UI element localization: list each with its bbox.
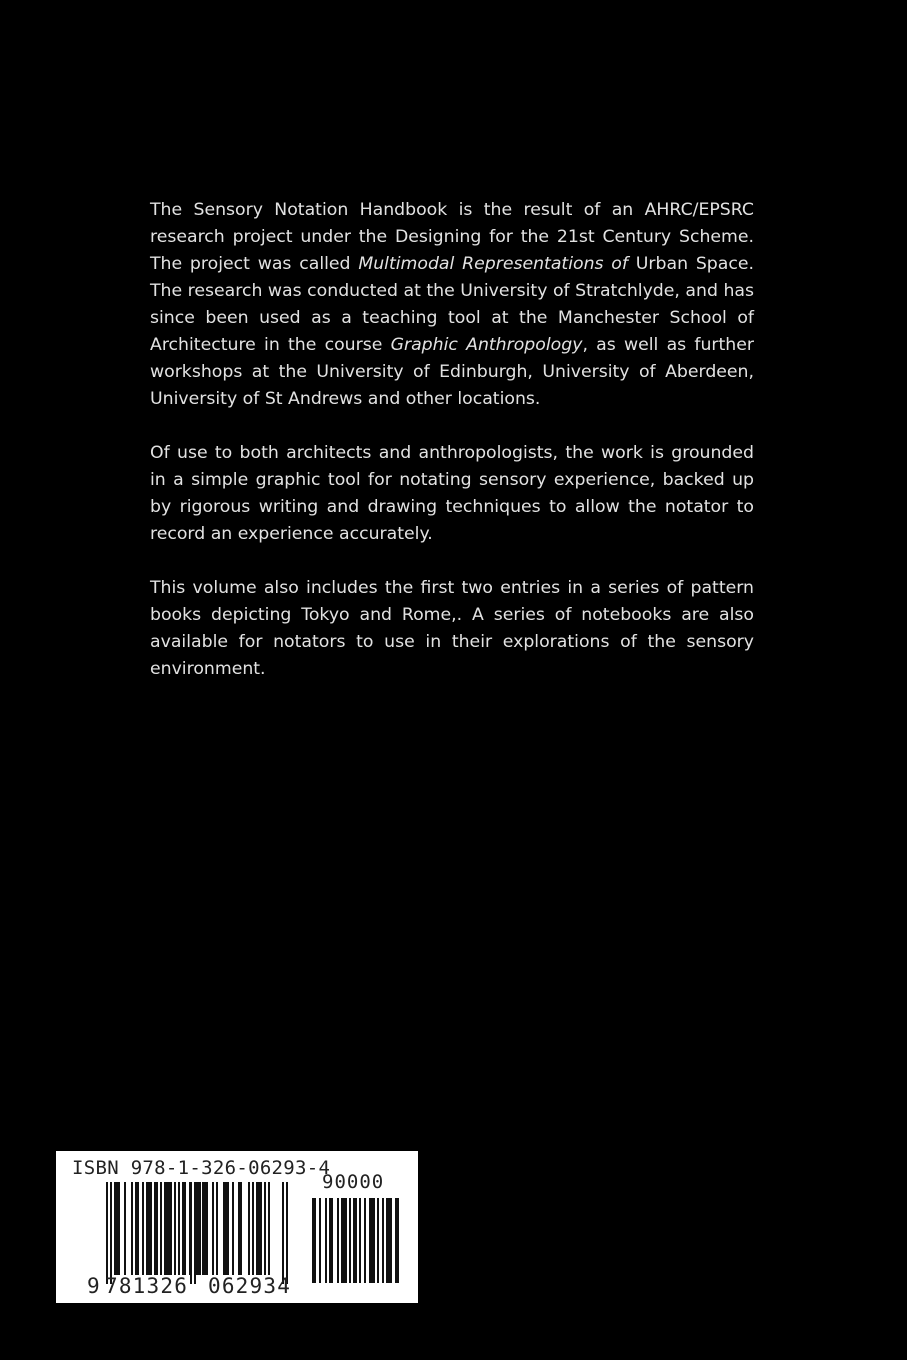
barcode-bar (216, 1182, 218, 1275)
barcode-bar (135, 1182, 139, 1275)
barcode-bar (142, 1182, 144, 1275)
blurb-paragraph (150, 440, 754, 548)
barcode-bar (124, 1182, 126, 1275)
barcode-bar (114, 1182, 120, 1275)
barcode-bar (329, 1198, 333, 1283)
isbn-barcode (56, 1151, 418, 1303)
barcode-bar (369, 1198, 375, 1283)
back-cover-blurb (150, 197, 754, 710)
barcode-bar (131, 1182, 133, 1275)
barcode-bar (198, 1182, 200, 1275)
barcode-bar (223, 1182, 229, 1275)
blurb-text: The Sensory Notation Handbook is the result of an AHRC/EPSRC research project under the Designing for the 21st Century Scheme. The project was called (150, 200, 754, 274)
barcode-bar (353, 1198, 357, 1283)
barcode-bar (286, 1182, 288, 1284)
barcode-bar (212, 1182, 214, 1275)
barcode-bar (377, 1198, 379, 1283)
barcode-digits-right: 062934 (208, 1274, 292, 1298)
barcode-bar (382, 1198, 384, 1283)
barcode-bar (264, 1182, 266, 1275)
barcode-bar (110, 1182, 112, 1284)
blurb-paragraph (150, 197, 754, 413)
barcode-bar (256, 1182, 262, 1275)
barcode-bar (146, 1182, 152, 1275)
price-addon: 90000 (322, 1171, 385, 1193)
barcode-bar (106, 1182, 108, 1284)
blurb-paragraph (150, 575, 754, 683)
barcode-digit-first: 9 (87, 1274, 101, 1298)
blurb-text: , as well as further workshops at the University of Edinburgh, University of Aberdeen, University of St Andrews and other locations. (150, 335, 754, 409)
blurb-text: Of use to both architects and anthropologists, the work is grounded in a simple graphic tool for notating sensory experience, backed up by rigorous writing and drawing techniques to allow the notator to record an experience accurately. (150, 443, 754, 544)
barcode-bar (238, 1182, 242, 1275)
barcode-bar (194, 1182, 196, 1284)
barcode-bar (160, 1182, 162, 1275)
barcode-bar (349, 1198, 351, 1283)
barcode-bar (312, 1198, 316, 1283)
barcode-bar (182, 1182, 186, 1275)
blurb-text: Urban Space. The research was conducted at the University of Stratchlyde, and has since been used as a teaching tool at the Manchester School of Architecture in the course (150, 254, 754, 355)
barcode-bar (395, 1198, 399, 1283)
barcode-bar (154, 1182, 158, 1275)
barcode-bar (341, 1198, 347, 1283)
barcode-bar (252, 1182, 254, 1275)
barcode-bar (164, 1182, 172, 1275)
barcode-bar (325, 1198, 327, 1283)
barcode-bar (202, 1182, 208, 1275)
barcode-bar (232, 1182, 234, 1275)
italic-title: Multimodal Representations of (358, 254, 628, 274)
barcode-digits-left: 781326 (105, 1274, 189, 1298)
barcode-bar (359, 1198, 361, 1283)
barcode-bar (190, 1182, 192, 1284)
barcode-bar (337, 1198, 339, 1283)
blurb-text: This volume also includes the first two entries in a series of pattern books depicting Tokyo and Rome,. A series of notebooks are also available for notators to use in their explorations of the sensory environment. (150, 578, 754, 679)
barcode-bar (319, 1198, 321, 1283)
isbn-label: ISBN 978-1-326-06293-4 (72, 1157, 331, 1179)
barcode-bar (248, 1182, 250, 1275)
barcode-bar (268, 1182, 270, 1275)
barcode-bar (364, 1198, 366, 1283)
barcode-bar (282, 1182, 284, 1284)
barcode-bar (174, 1182, 176, 1275)
barcode-bar (386, 1198, 392, 1283)
italic-title: Graphic Anthropology (390, 335, 583, 355)
barcode-bar (178, 1182, 180, 1275)
